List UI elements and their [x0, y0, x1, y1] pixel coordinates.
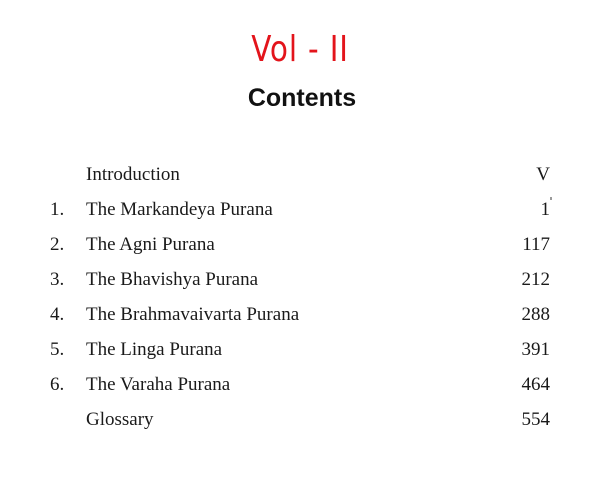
toc-entry-brahmavaivarta: [0, 300, 600, 330]
toc-entry-glossary: [0, 405, 600, 435]
toc-entry-number: 4.: [50, 304, 65, 325]
toc-entry-title: Glossary: [86, 409, 154, 430]
toc-entry-title: The Brahmavaivarta Purana: [86, 304, 300, 325]
toc-entry-introduction: [0, 160, 600, 190]
scan-speck: [550, 197, 552, 200]
toc-entry-title: The Markandeya Purana: [86, 199, 273, 220]
toc-entry-linga: [0, 335, 600, 365]
toc-entry-number: 1.: [50, 199, 65, 220]
toc-entry-title: The Varaha Purana: [86, 374, 231, 395]
toc-entry-title: The Bhavishya Purana: [86, 269, 259, 290]
toc-entry-number: 2.: [50, 234, 65, 255]
toc-entry-number: 3.: [50, 269, 65, 290]
toc-entry-page: 117: [522, 234, 550, 255]
toc-entry-page: V: [536, 164, 550, 185]
toc-entry-page: 288: [521, 304, 550, 325]
toc-entry-number: 6.: [50, 374, 65, 395]
toc-entry-title: The Linga Purana: [86, 339, 223, 360]
page-title: Contents: [247, 84, 357, 112]
toc-entry-bhavishya: [0, 265, 600, 295]
toc-entry-page: 554: [521, 409, 550, 430]
volume-title: Vol - II: [251, 29, 349, 70]
toc-entry-title: Introduction: [86, 164, 180, 185]
toc-entry-page: 391: [521, 339, 550, 360]
toc-entry-markandeya: [0, 195, 600, 225]
toc-entry-page: 464: [521, 374, 550, 395]
toc-entry-number: 5.: [50, 339, 65, 360]
toc-entry-title: The Agni Purana: [86, 234, 215, 255]
toc-entry-page: 212: [521, 269, 550, 290]
toc-entry-page: 1: [540, 199, 550, 220]
toc-entry-agni: [0, 230, 600, 260]
toc-entry-varaha: [0, 370, 600, 400]
